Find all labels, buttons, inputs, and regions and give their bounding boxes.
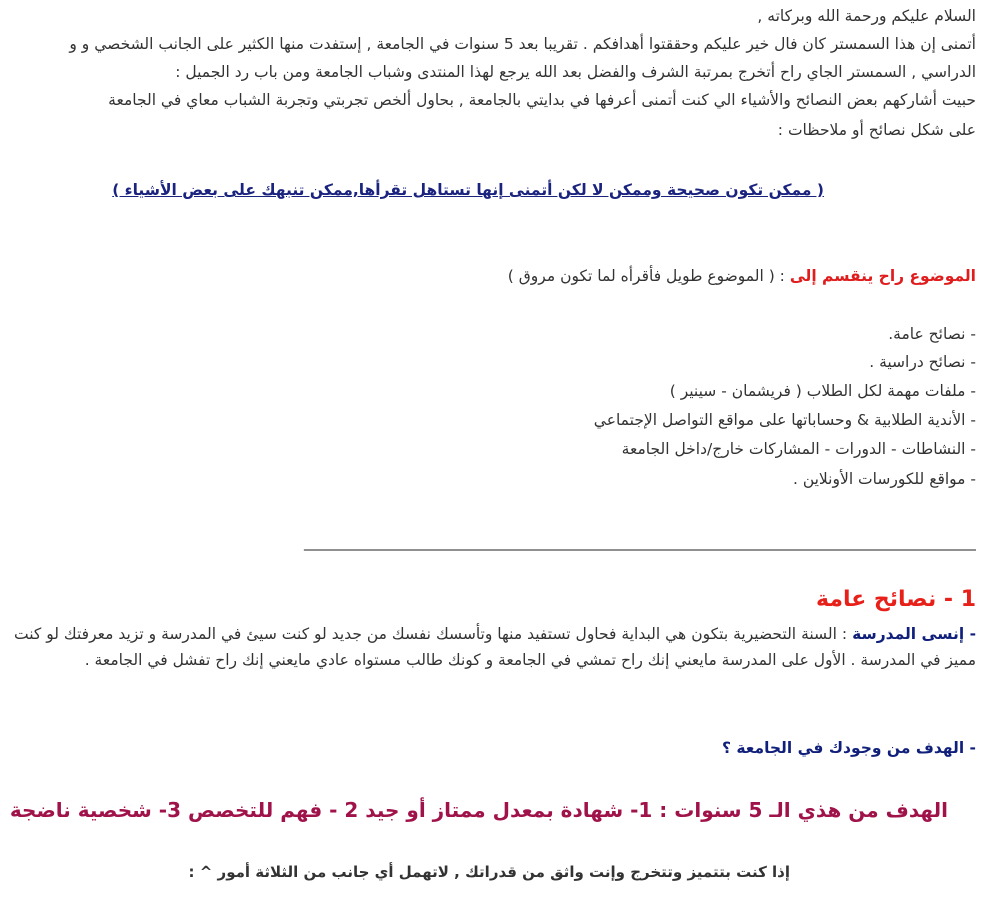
section-list-item: - الأندية الطلابية & وحساباتها على مواقع التواصل الإجتماعي (593, 411, 976, 429)
goal-note: إذا كنت بتتميز وتتخرج وإنت واثق من قدراتك , لاتهمل أي جانب من الثلاثة أمور ^ : (188, 863, 790, 881)
section-list-item: - نصائح دراسية . (869, 353, 976, 371)
section-divider: ________________________________________________________________________________________________ (304, 535, 976, 551)
topic-line (508, 264, 976, 288)
intro-line-4: على شكل نصائح أو ملاحظات : (777, 121, 976, 139)
intro-line-3: حبيت أشاركهم بعض النصائح والأشياء الي كنت أتمنى أعرفها في بدايتي بالجامعة , بحاول ألخص تجربتي وتجربة الشباب معاي في الجامعة (108, 91, 976, 109)
tip-colon: : (836, 625, 853, 643)
section-1-heading: 1 - نصائح عامة (816, 587, 976, 612)
intro-line-2: الدراسي , السمستر الجاي راح أتخرج بمرتبة الشرف والفضل بعد الله يرجع لهذا المنتدى وشباب الجامعة ومن باب رد الجميل : (175, 63, 976, 81)
greeting-text: السلام عليكم ورحمة الله وبركاته , (757, 7, 976, 25)
goal-question: - الهدف من وجودك في الجامعة ؟ (721, 739, 976, 757)
topic-note: ( الموضوع طويل فأقرأه لما تكون مروق ) (507, 267, 775, 285)
disclaimer-note: ( ممكن تكون صحيحة وممكن لا لكن أتمنى إنها تستاهل تقرأها,ممكن تنبهك على بعض الأشياء ) (112, 181, 824, 199)
topic-label: الموضوع راح ينقسم إلى (789, 267, 976, 285)
section-list-item: - نصائح عامة. (888, 325, 976, 343)
topic-colon: : (774, 267, 790, 285)
tip-text: السنة التحضيرية بتكون هي البداية فحاول تستفيد منها وتأسسك نفسك من جديد لو كنت سيئ في المدرسة و تزيد معرفتك لو كنت مميز في المدرسة . الأول على المدرسة مايعني إنك راح تمشي في الجامعة و كونك طالب مستواه عادي مايعني إنك راح تفشل في الجامعة . (14, 625, 976, 669)
section-list-item: - النشاطات - الدورات - المشاركات خارج/داخل الجامعة (621, 440, 976, 458)
section-list-item: - ملفات مهمة لكل الطلاب ( فريشمان - سينير ) (669, 382, 976, 400)
tip-forget-school (14, 621, 976, 673)
goal-statement: الهدف من هذي الـ 5 سنوات : 1- شهادة بمعدل ممتاز أو جيد 2 - فهم للتخصص 3- شخصية ناضجة (9, 798, 948, 822)
section-list-item: - مواقع للكورسات الأونلاين . (792, 470, 976, 488)
tip-label: - إنسى المدرسة (852, 625, 977, 643)
intro-line-1: أتمنى إن هذا السمستر كان فال خير عليكم وحققتوا أهدافكم . تقريبا بعد 5 سنوات في الجامعة , إستفدت منها الكثير على الجانب الشخصي و و (69, 35, 976, 53)
